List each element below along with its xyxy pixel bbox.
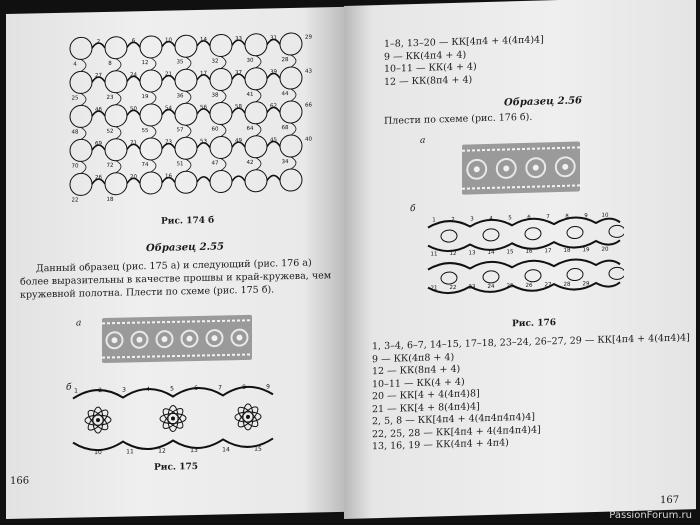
chain xyxy=(221,90,226,102)
diagram-number: 27 xyxy=(544,282,552,289)
diagram-number: 11 xyxy=(430,251,438,258)
watermark: PassionForum.ru xyxy=(609,510,692,521)
chain xyxy=(291,89,296,101)
ring xyxy=(175,69,197,91)
diagram-number: 26 xyxy=(95,174,102,182)
diagram-number: 13 xyxy=(468,250,476,257)
diagram-number: 72 xyxy=(106,162,114,169)
ring xyxy=(140,70,162,92)
diagram-number: 14 xyxy=(200,36,207,43)
diagram-number: 4 xyxy=(146,385,150,394)
diagram-number: 48 xyxy=(71,129,79,136)
chain xyxy=(151,126,156,138)
chain xyxy=(221,158,226,170)
ring xyxy=(140,138,162,160)
chain xyxy=(221,56,226,68)
diagram-number: 16 xyxy=(525,248,533,255)
diagram-number: 51 xyxy=(176,161,184,168)
chain xyxy=(151,160,156,172)
diagram-number: 57 xyxy=(176,127,184,134)
ring xyxy=(70,173,92,195)
diagram-number: 21 xyxy=(165,71,172,78)
chain xyxy=(291,157,296,169)
diagram-number: 39 xyxy=(270,69,277,76)
diagram-number: 9 xyxy=(266,383,270,391)
code-line: 9 — КК(4п8 + 4) xyxy=(372,351,455,365)
diagram-number: 49 xyxy=(235,138,242,145)
figure-175-diagram xyxy=(68,376,278,460)
diagram-number: 24 xyxy=(130,72,137,79)
diagram-number: 31 xyxy=(270,35,277,42)
code-line: 1, 3–4, 6–7, 14–15, 17–18, 23–24, 26–27, 29 — КК[4п4 + 4(4п4)4] xyxy=(372,332,690,353)
ring xyxy=(567,268,583,280)
chain xyxy=(81,59,86,71)
diagram-number: 10 xyxy=(165,37,172,44)
diagram-number: 29 xyxy=(582,281,590,288)
ring xyxy=(441,272,457,284)
diagram-number: 4 xyxy=(489,215,493,222)
ring xyxy=(105,70,127,92)
lace-motif xyxy=(503,165,509,171)
diagram-number: 18 xyxy=(106,196,114,203)
ring xyxy=(210,68,232,90)
code-line: 12 — КК(8п4 + 4) xyxy=(384,73,473,88)
diagram-number: 58 xyxy=(235,104,242,111)
sample-heading: Образец 2.56 xyxy=(504,95,583,109)
diagram-number: 24 xyxy=(487,283,495,290)
diagram-number: 3 xyxy=(122,386,126,394)
page-number-right: 167 xyxy=(660,494,680,507)
code-line: 20 — КК[4 + 4(4п4)8] xyxy=(372,388,480,403)
chain xyxy=(428,282,620,293)
ring xyxy=(210,170,232,192)
diagram-number: 11 xyxy=(126,448,134,456)
diagram-number: 50 xyxy=(130,106,137,113)
diagram-number: 29 xyxy=(305,34,312,41)
diagram-number: 2 xyxy=(451,216,455,224)
code-line: 10–11 — КК(4 + 4) xyxy=(384,61,477,75)
diagram-number: 73 xyxy=(165,139,172,146)
figure-174b-diagram xyxy=(61,25,326,216)
lace-motif xyxy=(533,165,539,171)
ring xyxy=(70,37,92,59)
diagram-number: 22 xyxy=(449,284,457,292)
diagram-number: 22 xyxy=(71,197,79,204)
chain xyxy=(291,123,296,135)
ring xyxy=(245,170,267,192)
ring xyxy=(210,102,232,124)
chain xyxy=(232,176,245,181)
diagram-number: 3 xyxy=(470,216,474,223)
lace-motif xyxy=(187,336,193,342)
diagram-number: 9 xyxy=(584,213,588,220)
ring xyxy=(210,136,232,158)
ring xyxy=(140,36,162,58)
diagram-number: 5 xyxy=(508,215,512,222)
diagram-number: 8 xyxy=(242,383,246,392)
chain xyxy=(116,59,121,71)
ring xyxy=(140,172,162,194)
diagram-number: 53 xyxy=(200,138,207,145)
chain xyxy=(221,124,226,136)
ring xyxy=(441,230,457,242)
code-line: 1–8, 13–20 — КК[4п4 + 4(4п4)4] xyxy=(384,34,544,50)
ring xyxy=(175,137,197,159)
diagram-number: 17 xyxy=(200,70,207,77)
ring xyxy=(609,267,624,279)
description-paragraph: Данный образец (рис. 175 а) и следующий (рис. 176 а) более выразительны в качестве прошвы и край-кружева, чем кружевной полотна. Плести по схеме (рис. 175 б). xyxy=(20,257,332,301)
figure-175-caption: Рис. 175 xyxy=(154,461,198,473)
diagram-number: 15 xyxy=(254,445,262,453)
diagram-number: 66 xyxy=(305,102,312,109)
diagram-number: 8 xyxy=(108,60,112,67)
diagram-number: 15 xyxy=(506,249,514,256)
chain xyxy=(116,93,121,105)
lace-motif xyxy=(162,336,168,342)
diagram-number: 7 xyxy=(546,214,550,221)
label-a: а xyxy=(420,135,426,146)
chain xyxy=(81,93,86,105)
diagram-number: 19 xyxy=(582,247,590,254)
chain xyxy=(81,127,86,139)
chain xyxy=(256,158,261,170)
code-line: 9 — КК(4п4 + 4) xyxy=(384,49,467,63)
diagram-number: 43 xyxy=(305,68,312,75)
chain xyxy=(256,90,261,102)
chain xyxy=(256,124,261,136)
label-b: б xyxy=(66,382,72,393)
diagram-number: 32 xyxy=(211,58,219,65)
diagram-number: 60 xyxy=(211,126,219,133)
label-b: б xyxy=(410,204,416,215)
diagram-number: 52 xyxy=(106,128,114,135)
diagram-number: 4 xyxy=(73,61,77,68)
diagram-number: 20 xyxy=(601,246,609,253)
diagram-number: 69 xyxy=(95,140,102,148)
ring xyxy=(525,269,541,281)
ring xyxy=(70,139,92,161)
ring xyxy=(280,169,302,191)
diagram-number: 6 xyxy=(527,214,531,221)
chain xyxy=(197,177,210,182)
lace-motif xyxy=(212,335,218,341)
ring xyxy=(175,103,197,125)
ring xyxy=(175,35,197,57)
code-line: 12 — КК(8п4 + 4) xyxy=(372,363,461,378)
diagram-number: 74 xyxy=(141,162,149,169)
flower-center xyxy=(246,415,250,419)
diagram-number: 55 xyxy=(141,128,149,135)
diagram-number: 71 xyxy=(130,140,137,147)
flower-center xyxy=(171,416,175,420)
diagram-number: 64 xyxy=(246,125,254,132)
diagram-number: 25 xyxy=(71,95,79,102)
top-code-block xyxy=(384,34,544,88)
flower-center xyxy=(96,418,100,422)
diagram-number: 47 xyxy=(211,160,219,167)
chain xyxy=(116,161,121,173)
diagram-number: 70 xyxy=(71,163,79,170)
diagram-number: 12 xyxy=(449,250,457,258)
ring xyxy=(105,104,127,126)
diagram-number: 27 xyxy=(95,72,102,80)
diagram-number: 12 xyxy=(141,60,149,67)
diagram-number: 56 xyxy=(200,104,207,111)
diagram-number: 13 xyxy=(190,446,198,455)
diagram-number: 6 xyxy=(194,384,198,393)
diagram-number: 7 xyxy=(218,384,222,392)
diagram-number: 23 xyxy=(106,94,114,101)
code-line: 22, 25, 28 — КК[4п4 + 4(4п4п4)4] xyxy=(372,424,541,440)
ring xyxy=(245,102,267,124)
lace-motif xyxy=(474,166,480,172)
diagram-number: 46 xyxy=(95,106,102,114)
ring xyxy=(483,271,499,283)
diagram-number: 34 xyxy=(281,159,289,166)
chain xyxy=(116,127,121,139)
diagram-number: 10 xyxy=(601,212,609,219)
diagram-number: 2 xyxy=(98,386,102,395)
diagram-number: 36 xyxy=(176,93,184,100)
ring xyxy=(105,172,127,194)
lace-photo-175a xyxy=(102,315,252,363)
main-code-block xyxy=(372,332,690,453)
figure-176-diagram xyxy=(424,202,624,308)
diagram-number: 8 xyxy=(565,213,569,220)
lace-motif xyxy=(562,164,568,170)
label-a: а xyxy=(76,318,82,329)
diagram-number: 2 xyxy=(96,39,101,46)
figure-174b-caption: Рис. 174 б xyxy=(161,215,215,227)
lace-motif xyxy=(112,337,118,343)
code-line: 13, 16, 19 — КК(4п4 + 4п4) xyxy=(372,437,509,453)
chain xyxy=(256,56,261,68)
diagram-number: 44 xyxy=(281,91,289,98)
diagram-number: 20 xyxy=(130,174,137,181)
diagram-number: 38 xyxy=(211,92,219,99)
diagram-number: 1 xyxy=(74,387,78,395)
chain xyxy=(291,55,296,67)
page-number-left: 166 xyxy=(10,475,30,487)
diagram-number: 6 xyxy=(131,38,136,45)
ring xyxy=(105,138,127,160)
diagram-number: 68 xyxy=(281,125,289,132)
diagram-number: 41 xyxy=(246,91,254,98)
right-page xyxy=(344,0,696,519)
diagram-number: 40 xyxy=(305,136,312,143)
ring xyxy=(245,34,267,56)
ring xyxy=(280,135,302,157)
diagram-number: 10 xyxy=(94,448,102,457)
diagram-number: 54 xyxy=(165,105,172,112)
diagram-number: 45 xyxy=(270,137,277,144)
ring xyxy=(210,34,232,56)
diagram-number: 16 xyxy=(165,173,172,180)
diagram-number: 30 xyxy=(246,57,254,64)
chain xyxy=(151,58,156,70)
ring xyxy=(280,67,302,89)
ring xyxy=(140,104,162,126)
ring xyxy=(175,171,197,193)
ring xyxy=(70,71,92,93)
diagram-number: 37 xyxy=(235,70,242,77)
lace-motif xyxy=(137,337,143,343)
ring xyxy=(280,101,302,123)
chain xyxy=(267,175,280,180)
diagram-number: 19 xyxy=(141,94,149,101)
lace-motif xyxy=(237,335,243,341)
chain xyxy=(186,57,191,69)
diagram-number: 12 xyxy=(158,447,166,455)
lace-edge xyxy=(462,147,580,188)
figure-176-caption: Рис. 176 xyxy=(512,318,556,330)
diagram-number: 18 xyxy=(563,247,571,254)
diagram-number: 42 xyxy=(246,159,254,166)
diagram-number: 1 xyxy=(432,217,436,224)
lace-edge xyxy=(102,320,252,357)
chain xyxy=(186,125,191,137)
chain xyxy=(81,161,86,173)
chain xyxy=(428,258,620,269)
instruction-text: Плести по схеме (рис. 176 б). xyxy=(384,111,533,127)
diagram-number: 62 xyxy=(270,103,277,110)
diagram-number: 5 xyxy=(170,385,174,393)
diagram-number: 35 xyxy=(176,59,184,66)
chain xyxy=(186,159,191,171)
left-page xyxy=(6,7,344,519)
lace-photo-176a xyxy=(462,141,580,194)
diagram-number: 25 xyxy=(506,283,514,290)
ring xyxy=(245,136,267,158)
ring xyxy=(567,226,583,238)
sample-heading: Образец 2.55 xyxy=(146,241,225,255)
diagram-number: 14 xyxy=(222,446,230,454)
diagram-number: 17 xyxy=(544,248,552,255)
ring xyxy=(483,229,499,241)
ring xyxy=(280,33,302,55)
code-line: 21 — КК[4 + 8(4п4)4] xyxy=(372,400,480,415)
diagram-number: 33 xyxy=(235,36,242,43)
code-line: 10–11 — КК(4 + 4) xyxy=(372,376,465,390)
ring xyxy=(609,225,624,237)
diagram-number: 26 xyxy=(525,282,533,289)
code-line: 2, 5, 8 — КК[4п4 + 4(4п4п4п4)4] xyxy=(372,411,535,428)
diagram-number: 23 xyxy=(468,284,476,291)
ring xyxy=(245,68,267,90)
ring xyxy=(525,227,541,239)
diagram-number: 28 xyxy=(563,281,571,288)
ring xyxy=(70,105,92,127)
diagram-number: 21 xyxy=(430,285,438,292)
diagram-number: 28 xyxy=(281,57,289,64)
chain xyxy=(186,91,191,103)
bottom-chain xyxy=(73,438,273,450)
chain xyxy=(151,92,156,104)
diagram-number: 14 xyxy=(487,249,495,256)
ring xyxy=(105,36,127,58)
